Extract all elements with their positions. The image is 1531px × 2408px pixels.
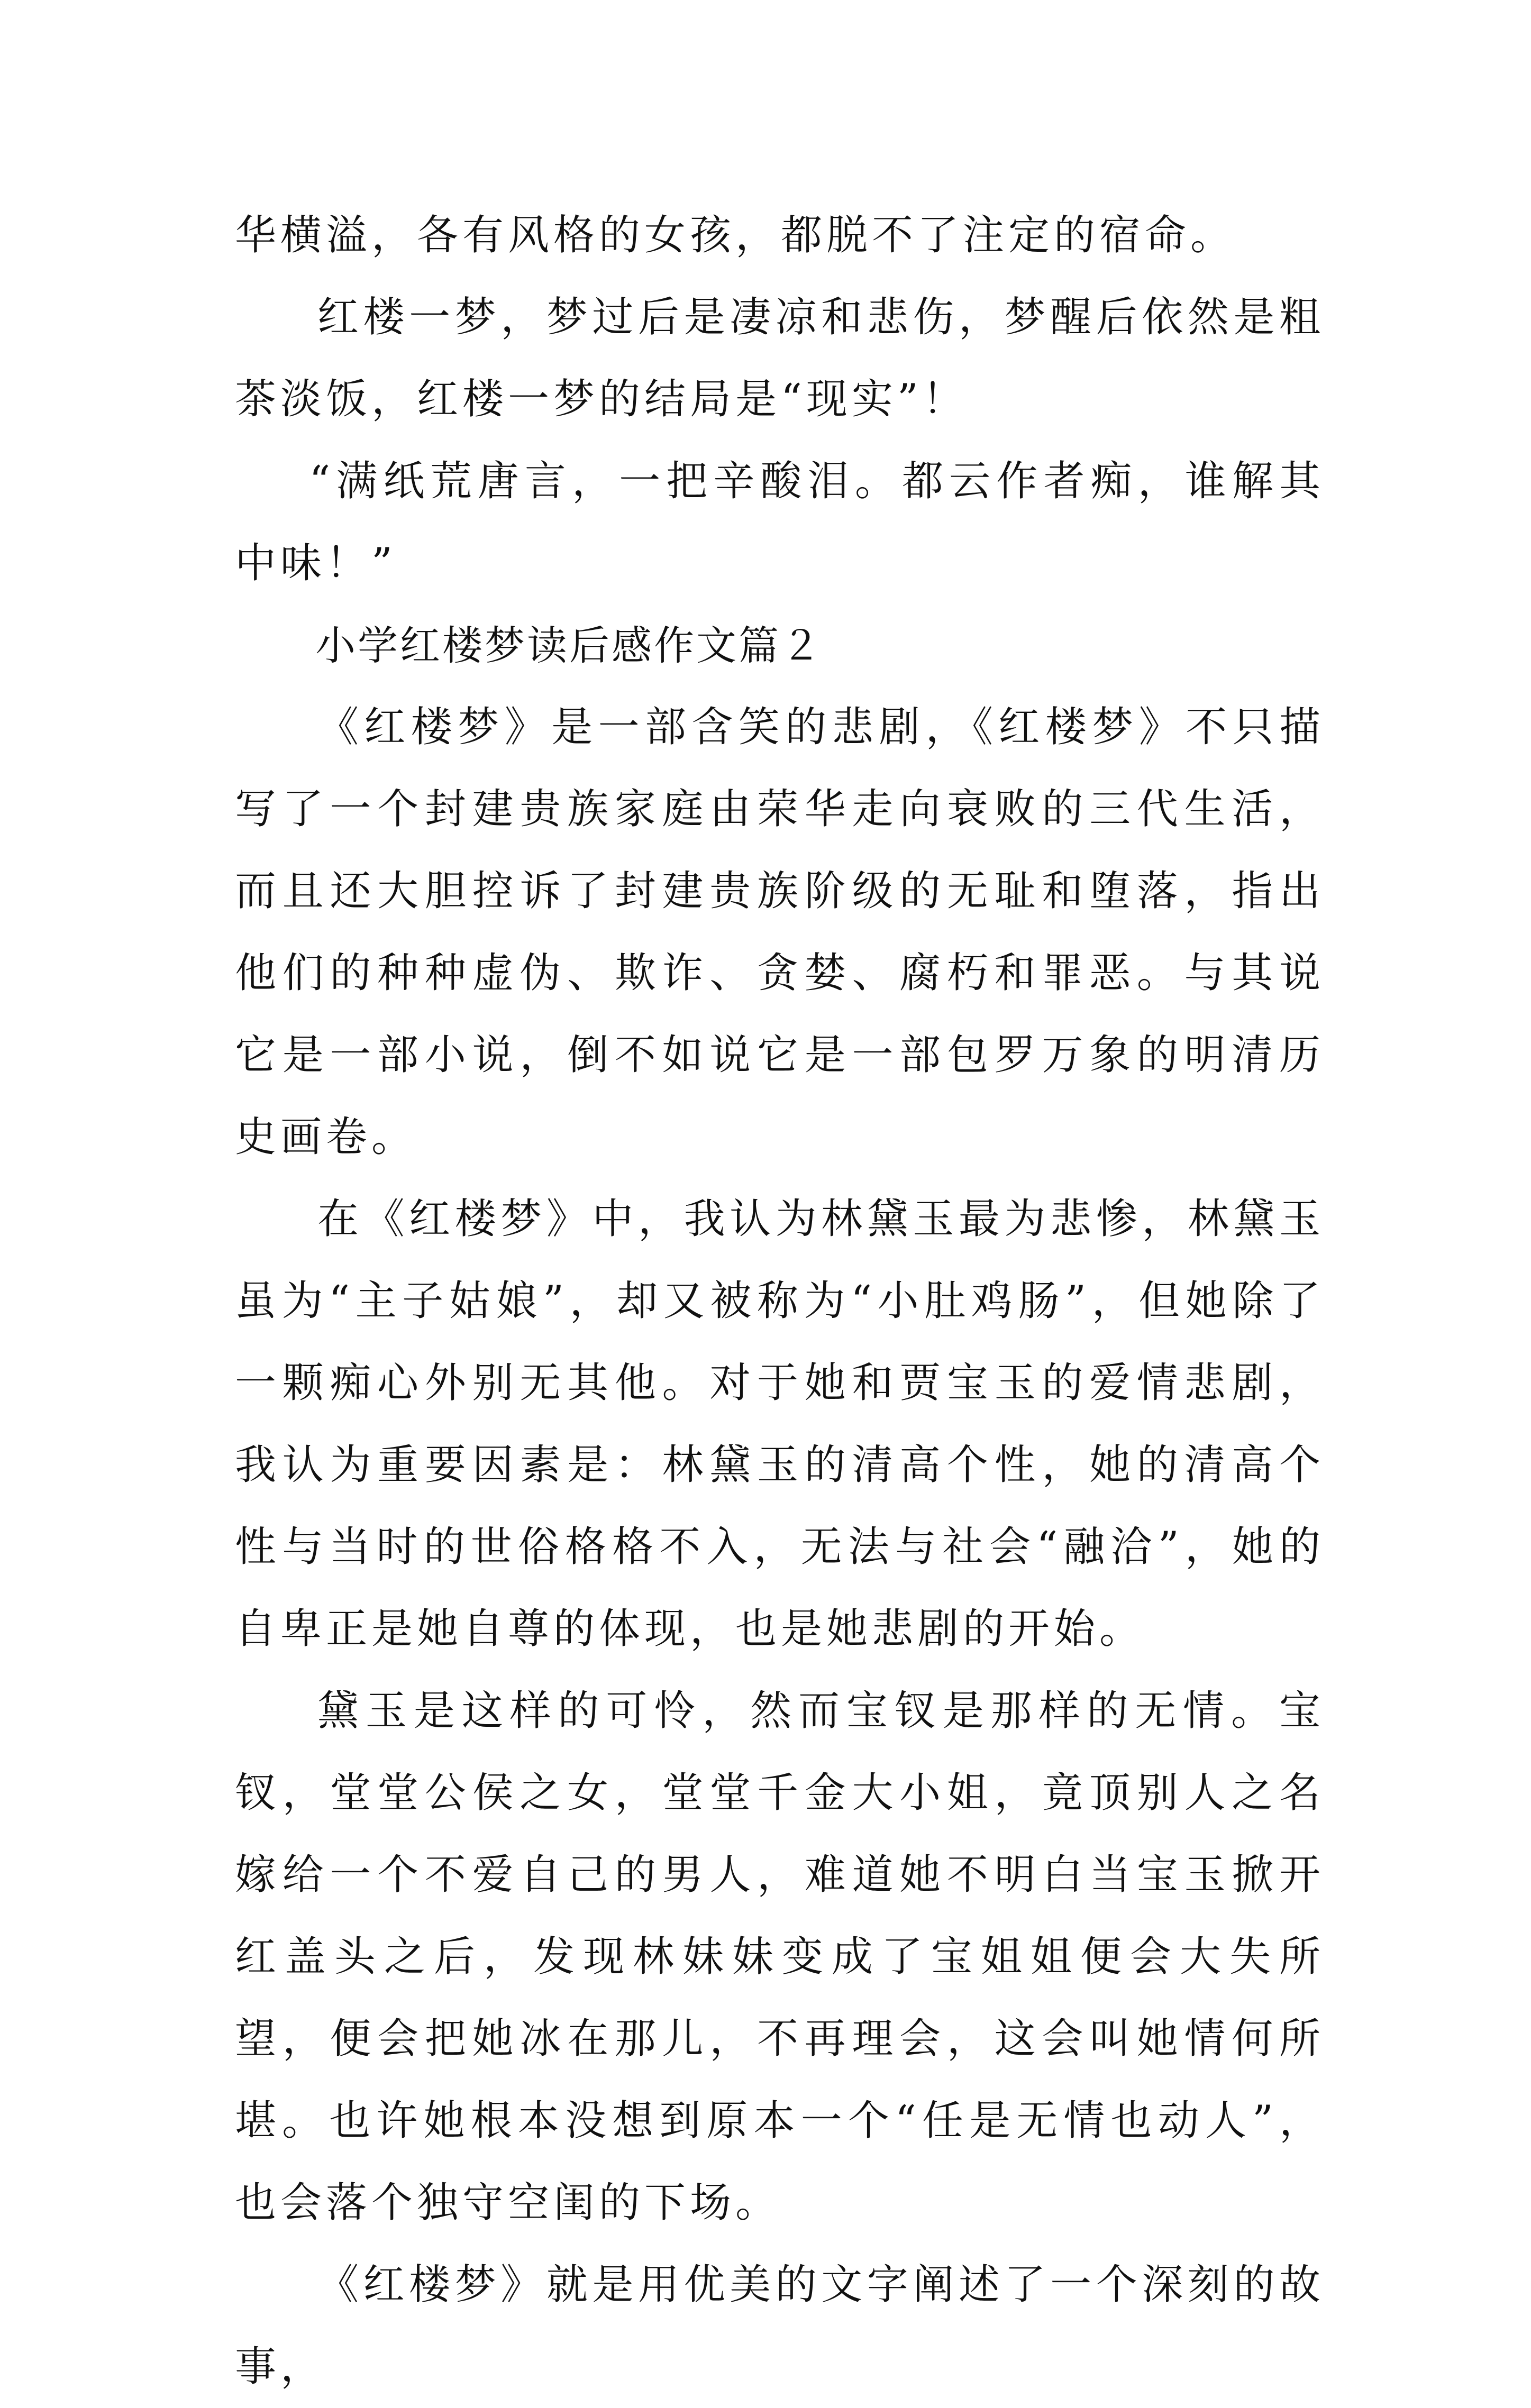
document-body [235, 195, 1325, 2408]
paragraph-quote: “满纸荒唐言，一把辛酸泪。都云作者痴，谁解其中味！” [235, 457, 1325, 587]
paragraph: 在《红楼梦》中，我认为林黛玉最为悲惨，林黛玉虽为“主子姑娘”，却又被称为“小肚鸡肠”，但她除了一颗痴心外别无其他。对于她和贾宝玉的爱情悲剧，我认为重要因素是：林黛玉的清高个性，她的清高个性与当时的世俗格格不入，无法与社会“融洽”，她的自卑正是她自尊的体现，也是她悲剧的开始。 [235, 1195, 1325, 1653]
paragraph: 红楼一梦，梦过后是凄凉和悲伤，梦醒后依然是粗茶淡饭，红楼一梦的结局是“现实”！ [235, 294, 1325, 423]
paragraph: 《红楼梦》就是用优美的文字阐述了一个深刻的故事， [235, 2261, 1325, 2391]
section-heading: 小学红楼梦读后感作文篇２ [315, 622, 823, 669]
paragraph-continuation: 华横溢，各有风格的女孩，都脱不了注定的宿命。 [235, 212, 1236, 259]
paragraph: 黛玉是这样的可怜，然而宝钗是那样的无情。宝钗，堂堂公侯之女，堂堂千金大小姐，竟顶别人之名嫁给一个不爱自己的男人，难道她不明白当宝玉掀开红盖头之后，发现林妹妹变成了宝姐姐便会大失所望，便会把她冰在那儿，不再理会，这会叫她情何所堪。也许她根本没想到原本一个“任是无情也动人”，也会落个独守空闺的下场。 [235, 1687, 1325, 2227]
paragraph: 《红楼梦》是一部含笑的悲剧，《红楼梦》不只描写了一个封建贵族家庭由荣华走向衰败的三代生活，而且还大胆控诉了封建贵族阶级的无耻和堕落，指出他们的种种虚伪、欺诈、贪婪、腐朽和罪恶。与其说它是一部小说，倒不如说它是一部包罗万象的明清历史画卷。 [235, 703, 1325, 1161]
